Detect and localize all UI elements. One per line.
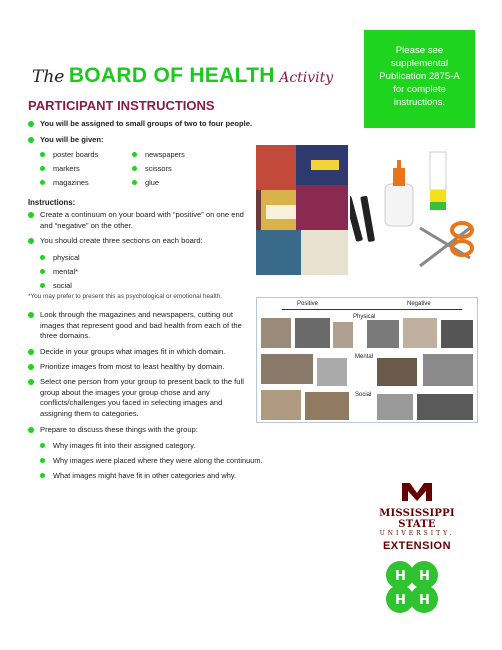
bullet-icon [40,255,45,260]
bullet-icon [28,137,34,143]
section-label: mental* [53,267,79,276]
material-item [40,178,89,187]
bullet-icon [132,180,137,185]
discuss-item [40,441,195,450]
bullet-text: Prioritize images from most to least healthy by domain. [40,362,225,371]
bullet-text: Look through the magazines and newspapers, cutting out images that represent good and bad health from each of the three domains. [40,310,242,340]
negative-label: Negative [407,301,431,307]
step-bullet [28,236,248,247]
step-bullet [28,362,250,373]
bullet-icon [40,443,45,448]
bullet-icon [28,379,34,385]
bullet-icon [40,458,45,463]
bullet-icon [132,166,137,171]
supplies-image [350,148,480,278]
material-label: poster boards [53,150,99,159]
material-item [40,150,98,159]
svg-text:H: H [395,569,406,584]
bullet-text: Prepare to discuss these things with the group: [40,425,198,434]
notice-line: Publication 2875-A [379,71,460,82]
material-label: newspapers [145,150,185,159]
title-activity: Activity [279,70,334,86]
domain-board-image [256,297,478,423]
discuss-label: What images might have fit in other categories and why. [53,471,237,480]
section-item [40,267,78,276]
svg-text:H: H [419,593,430,608]
bullet-text: Create a continuum on your board with “positive” on one end and “negative” on the other. [40,210,244,230]
material-item [132,164,172,173]
bullet-text: Select one person from your group to present back to the full group about the images your group chose and any conflicts/challenges you faced in selecting images and assigning them to categories. [40,377,244,418]
bullet-icon [28,312,34,318]
title-main: BOARD OF HEALTH [68,64,275,87]
material-item [132,178,159,187]
step-bullet [28,347,250,358]
section-heading: PARTICIPANT INSTRUCTIONS [28,98,215,113]
material-label: magazines [53,178,89,187]
material-item [40,164,80,173]
material-label: glue [145,178,159,187]
discuss-item [40,471,236,480]
supplemental-notice [364,30,475,128]
msu-extension-logo [360,481,474,552]
discuss-item [40,456,263,465]
material-label: markers [53,164,80,173]
msu-university: UNIVERSITY. [379,530,455,537]
intro-bullet [28,119,348,130]
social-label: Social [355,392,372,398]
material-item [132,150,185,159]
section-label: social [53,281,72,290]
physical-label: Physical [353,314,376,320]
instructions-title: Instructions: [28,198,76,207]
bullet-icon [40,166,45,171]
step-bullet [28,310,250,342]
bullet-text: You should create three sections on each board: [40,236,203,245]
continuum-line [282,309,462,310]
intro-bullet [28,135,248,146]
bullet-text: You will be given: [40,135,104,144]
title-the: The [32,67,65,87]
bullet-text: You will be assigned to small groups of two to four people. [40,119,253,128]
bullet-icon [28,121,34,127]
section-item [40,281,72,290]
bullet-icon [28,238,34,244]
mental-label: Mental [355,354,374,360]
step-bullet [28,377,250,419]
discuss-label: Why images fit into their assigned category. [53,441,196,450]
bullet-icon [40,283,45,288]
msu-extension: EXTENSION [382,540,452,552]
discuss-label: Why images were placed where they were along the continuum. [53,456,263,465]
svg-text:H: H [395,593,406,608]
magazine-collage-image [256,145,348,275]
page-title [32,64,333,88]
notice-line: supplemental [390,58,449,69]
section-label: physical [53,253,80,262]
bullet-icon [40,180,45,185]
positive-label: Positive [297,301,319,307]
bullet-icon [40,269,45,274]
msu-name: MISSISSIPPI STATE [379,508,455,530]
notice-line: Please see [395,45,444,56]
svg-text:H: H [419,569,430,584]
bullet-text: Decide in your groups what images fit in which domain. [40,347,226,356]
footnote: *You may prefer to present this as psychological or emotional health. [28,293,223,300]
notice-line: for complete [393,84,446,95]
step-bullet [28,425,250,436]
bullet-icon [28,427,34,433]
4h-clover-icon [380,555,444,619]
bullet-icon [28,364,34,370]
bullet-icon [28,349,34,355]
notice-line: instructions. [393,97,446,108]
material-label: scissors [145,164,172,173]
bullet-icon [28,212,34,218]
bullet-icon [132,152,137,157]
msu-m-icon [400,481,434,503]
bullet-icon [40,152,45,157]
bullet-icon [40,473,45,478]
step-bullet [28,210,248,231]
section-item [40,253,80,262]
